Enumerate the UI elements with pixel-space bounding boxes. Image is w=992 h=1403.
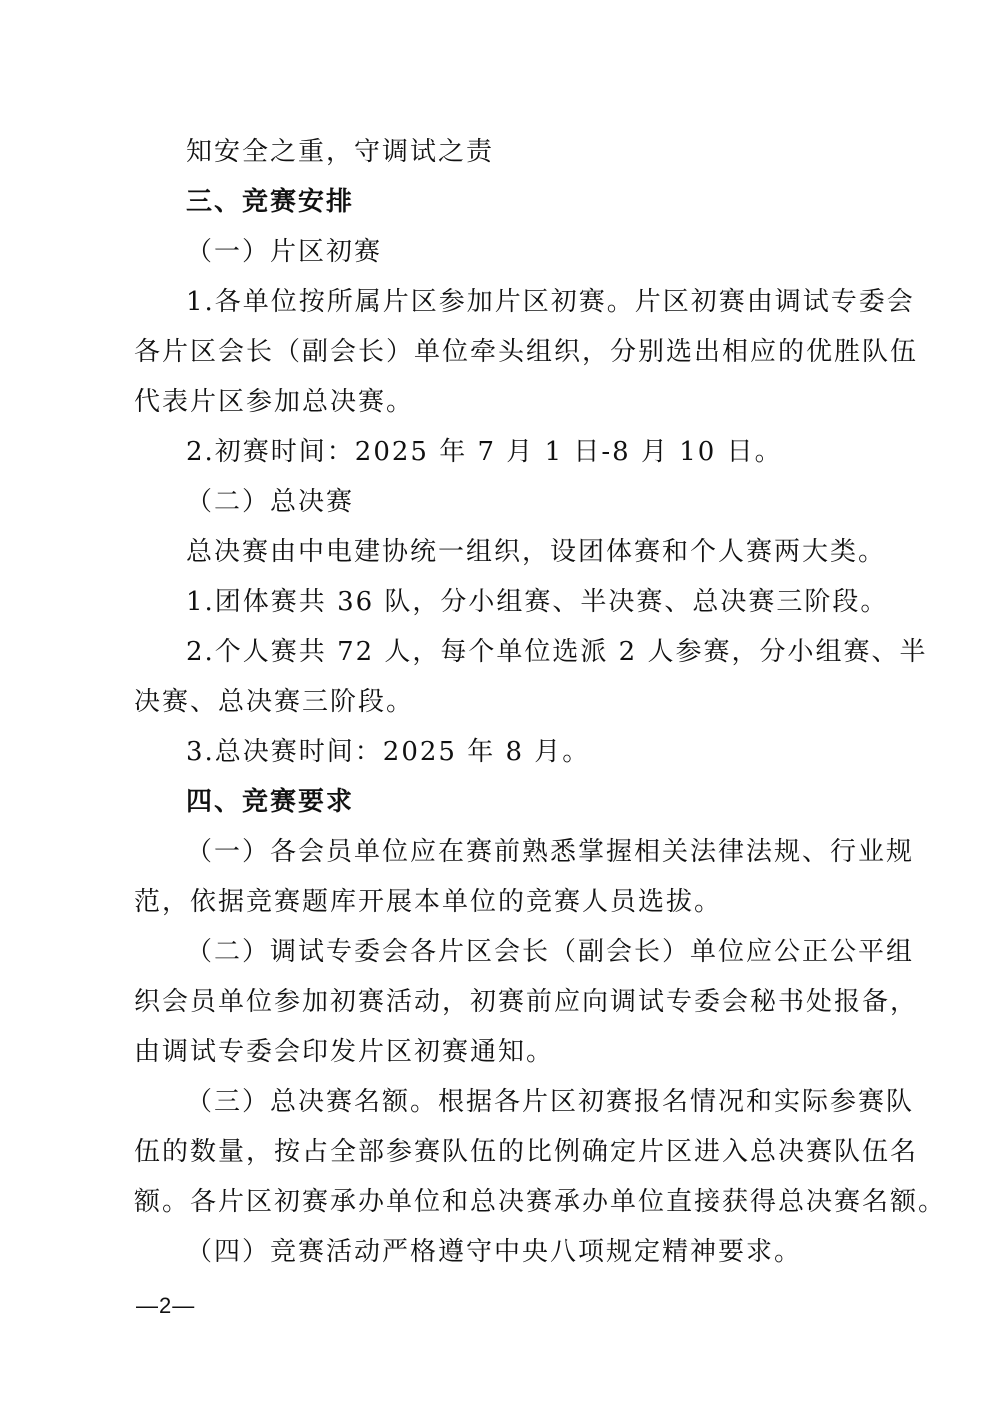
section-heading: 四、竞赛要求 xyxy=(186,787,355,817)
paragraph-line: 额。各片区初赛承办单位和总决赛承办单位直接获得总决赛名额。 xyxy=(134,1187,947,1217)
paragraph-line: 1.团体赛共 36 队，分小组赛、半决赛、总决赛三阶段。 xyxy=(186,587,889,617)
section-heading: 三、竞赛安排 xyxy=(186,187,355,217)
paragraph-line: 各片区会长（副会长）单位牵头组织，分别选出相应的优胜队伍 xyxy=(134,337,919,367)
paragraph-line: 1.各单位按所属片区参加片区初赛。片区初赛由调试专委会 xyxy=(186,287,915,317)
paragraph-line: 2.初赛时间：2025 年 7 月 1 日-8 月 10 日。 xyxy=(186,437,783,467)
subsection-heading: （二）总决赛 xyxy=(186,487,355,517)
paragraph-line: 由调试专委会印发片区初赛通知。 xyxy=(134,1037,555,1067)
paragraph-line: 伍的数量，按占全部参赛队伍的比例确定片区进入总决赛队伍名 xyxy=(134,1137,919,1167)
paragraph-line: （三）总决赛名额。根据各片区初赛报名情况和实际参赛队 xyxy=(186,1087,915,1117)
paragraph-line: （一）各会员单位应在赛前熟悉掌握相关法律法规、行业规 xyxy=(186,837,915,867)
paragraph-line: （二）调试专委会各片区会长（副会长）单位应公正公平组 xyxy=(186,937,915,967)
paragraph-line: 3.总决赛时间：2025 年 8 月。 xyxy=(186,737,591,767)
subsection-heading: （一）片区初赛 xyxy=(186,237,383,267)
paragraph-line: 织会员单位参加初赛活动，初赛前应向调试专委会秘书处报备， xyxy=(134,987,919,1017)
paragraph-line: 范，依据竞赛题库开展本单位的竞赛人员选拔。 xyxy=(134,887,723,917)
paragraph-line: 2.个人赛共 72 人，每个单位选派 2 人参赛，分小组赛、半 xyxy=(186,637,928,667)
paragraph-line: 总决赛由中电建协统一组织，设团体赛和个人赛两大类。 xyxy=(186,537,887,567)
page-number: —2— xyxy=(136,1293,196,1318)
paragraph-line: 代表片区参加总决赛。 xyxy=(134,387,415,417)
paragraph-line: 决赛、总决赛三阶段。 xyxy=(134,687,415,717)
paragraph-line: （四）竞赛活动严格遵守中央八项规定精神要求。 xyxy=(186,1237,803,1267)
paragraph-line: 知安全之重，守调试之责 xyxy=(186,137,495,167)
